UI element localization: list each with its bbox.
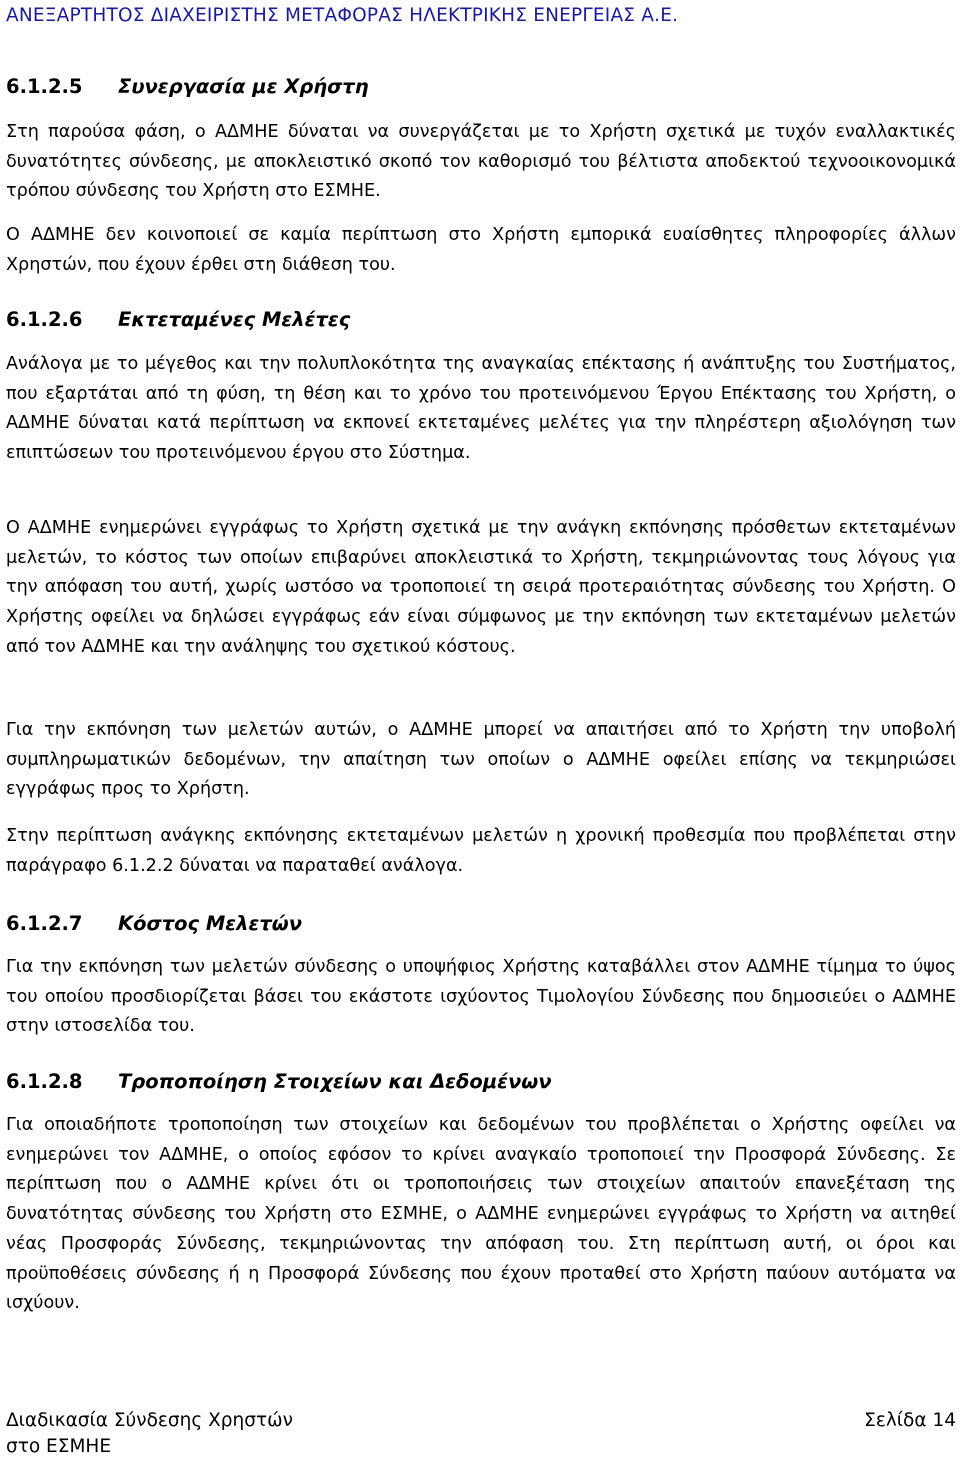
paragraph: Για την εκπόνηση των μελετών αυτών, ο ΑΔΜΗΕ μπορεί να απαιτήσει από το Χρήστη την υποβολή συμπληρωματικών δεδομένων, την απαίτηση των οποίων ο ΑΔΜΗΕ οφείλει επίσης να τεκμηριώσει εγγράφως προς το Χρήστη. xyxy=(6,720,956,800)
paragraph: Ο ΑΔΜΗΕ δεν κοινοποιεί σε καμία περίπτωση στο Χρήστη εμπορικά ευαίσθητες πληροφορίες άλλων Χρηστών, που έχουν έρθει στη διάθεση του. xyxy=(6,225,956,275)
section-title: Κόστος Μελετών xyxy=(118,912,303,935)
section-heading-6-1-2-8 xyxy=(6,1068,956,1096)
section-heading-6-1-2-7 xyxy=(6,910,956,938)
paragraph: Στη παρούσα φάση, ο ΑΔΜΗΕ δύναται να συνεργάζεται με το Χρήστη σχετικά με τυχόν εναλλακτικές δυνατότητες σύνδεσης, με αποκλειστικό σκοπό τον καθορισμό του βέλτιστα αποδεκτού τεχνοοικονομικά τρόπου σύνδεσης του Χρήστη στο ΕΣΜΗΕ. xyxy=(6,122,956,202)
section-number: 6.1.2.7 xyxy=(6,912,83,935)
paragraph: Ο ΑΔΜΗΕ ενημερώνει εγγράφως το Χρήστη σχετικά με την ανάγκη εκπόνησης πρόσθετων εκτεταμένων μελετών, το κόστος των οποίων επιβαρύνει αποκλειστικά το Χρήστη, τεκμηριώνοντας τους λόγους για την απόφαση του αυτή, χωρίς ωστόσο να τροποποιεί τη σειρά προτεραιότητας σύνδεσης του Χρήστη. Ο Χρήστης οφείλει να δηλώσει εγγράφως εάν είναι σύμφωνος με την εκπόνηση των εκτεταμένων μελετών από τον ΑΔΜΗΕ και την ανάληψης του σχετικού κόστους. xyxy=(6,518,956,657)
footer-subtitle: στο ΕΣΜΗΕ xyxy=(6,1436,112,1457)
section-number: 6.1.2.6 xyxy=(6,308,83,331)
page-header: ΑΝΕΞΑΡΤΗΤΟΣ ΔΙΑΧΕΙΡΙΣΤΗΣ ΜΕΤΑΦΟΡΑΣ ΗΛΕΚΤΡΙΚΗΣ ΕΝΕΡΓΕΙΑΣ Α.Ε. xyxy=(6,5,679,26)
section-title: Συνεργασία με Χρήστη xyxy=(118,75,369,98)
section-title: Εκτεταμένες Μελέτες xyxy=(118,308,351,331)
paragraph: Για οποιαδήποτε τροποποίηση των στοιχείων και δεδομένων του προβλέπεται ο Χρήστης οφείλει να ενημερώνει τον ΑΔΜΗΕ, ο οποίος εφόσον το κρίνει αναγκαίο τροποποιεί την Προσφορά Σύνδεσης. Σε περίπτωση που ο ΑΔΜΗΕ κρίνει ότι οι τροποποιήσεις των στοιχείων απαιτούν επανεξέταση της δυνατότητας σύνδεσης του Χρήστη στο ΕΣΜΗΕ, ο ΑΔΜΗΕ ενημερώνει εγγράφως το Χρήστη να αιτηθεί νέας Προσφοράς Σύνδεσης, τεκμηριώνοντας την απόφαση του. Στη περίπτωση αυτή, οι όροι και προϋποθέσεις σύνδεσης ή η Προσφορά Σύνδεσης που έχουν προταθεί στο Χρήστη παύουν αυτόματα να ισχύουν. xyxy=(6,1115,956,1314)
section-heading-6-1-2-5 xyxy=(6,73,956,101)
section-number: 6.1.2.8 xyxy=(6,1070,83,1093)
section-heading-6-1-2-6 xyxy=(6,306,956,334)
page-number: Σελίδα 14 xyxy=(864,1410,956,1431)
footer-title: Διαδικασία Σύνδεσης Χρηστών xyxy=(6,1410,293,1431)
paragraph: Ανάλογα με το μέγεθος και την πολυπλοκότητα της αναγκαίας επέκτασης ή ανάπτυξης του Συστήματος, που εξαρτάται από τη φύση, τη θέση και το χρόνο του προτεινόμενου Έργου Επέκτασης του Χρήστη, ο ΑΔΜΗΕ δύναται κατά περίπτωση να εκπονεί εκτεταμένες μελέτες για την πληρέστερη αξιολόγηση των επιπτώσεων του προτεινόμενου έργου στο Σύστημα. xyxy=(6,354,956,464)
paragraph: Στην περίπτωση ανάγκης εκπόνησης εκτεταμένων μελετών η χρονική προθεσμία που προβλέπεται στην παράγραφο 6.1.2.2 δύναται να παραταθεί ανάλογα. xyxy=(6,826,956,876)
section-number: 6.1.2.5 xyxy=(6,75,83,98)
page-footer xyxy=(6,1408,956,1460)
section-title: Τροποποίηση Στοιχείων και Δεδομένων xyxy=(118,1070,552,1093)
paragraph: Για την εκπόνηση των μελετών σύνδεσης ο υποψήφιος Χρήστης καταβάλλει στον ΑΔΜΗΕ τίμημα το ύψος του οποίου προσδιορίζεται βάσει του εκάστοτε ισχύοντος Τιμολογίου Σύνδεσης που δημοσιεύει ο ΑΔΜΗΕ στην ιστοσελίδα του. xyxy=(6,957,956,1037)
